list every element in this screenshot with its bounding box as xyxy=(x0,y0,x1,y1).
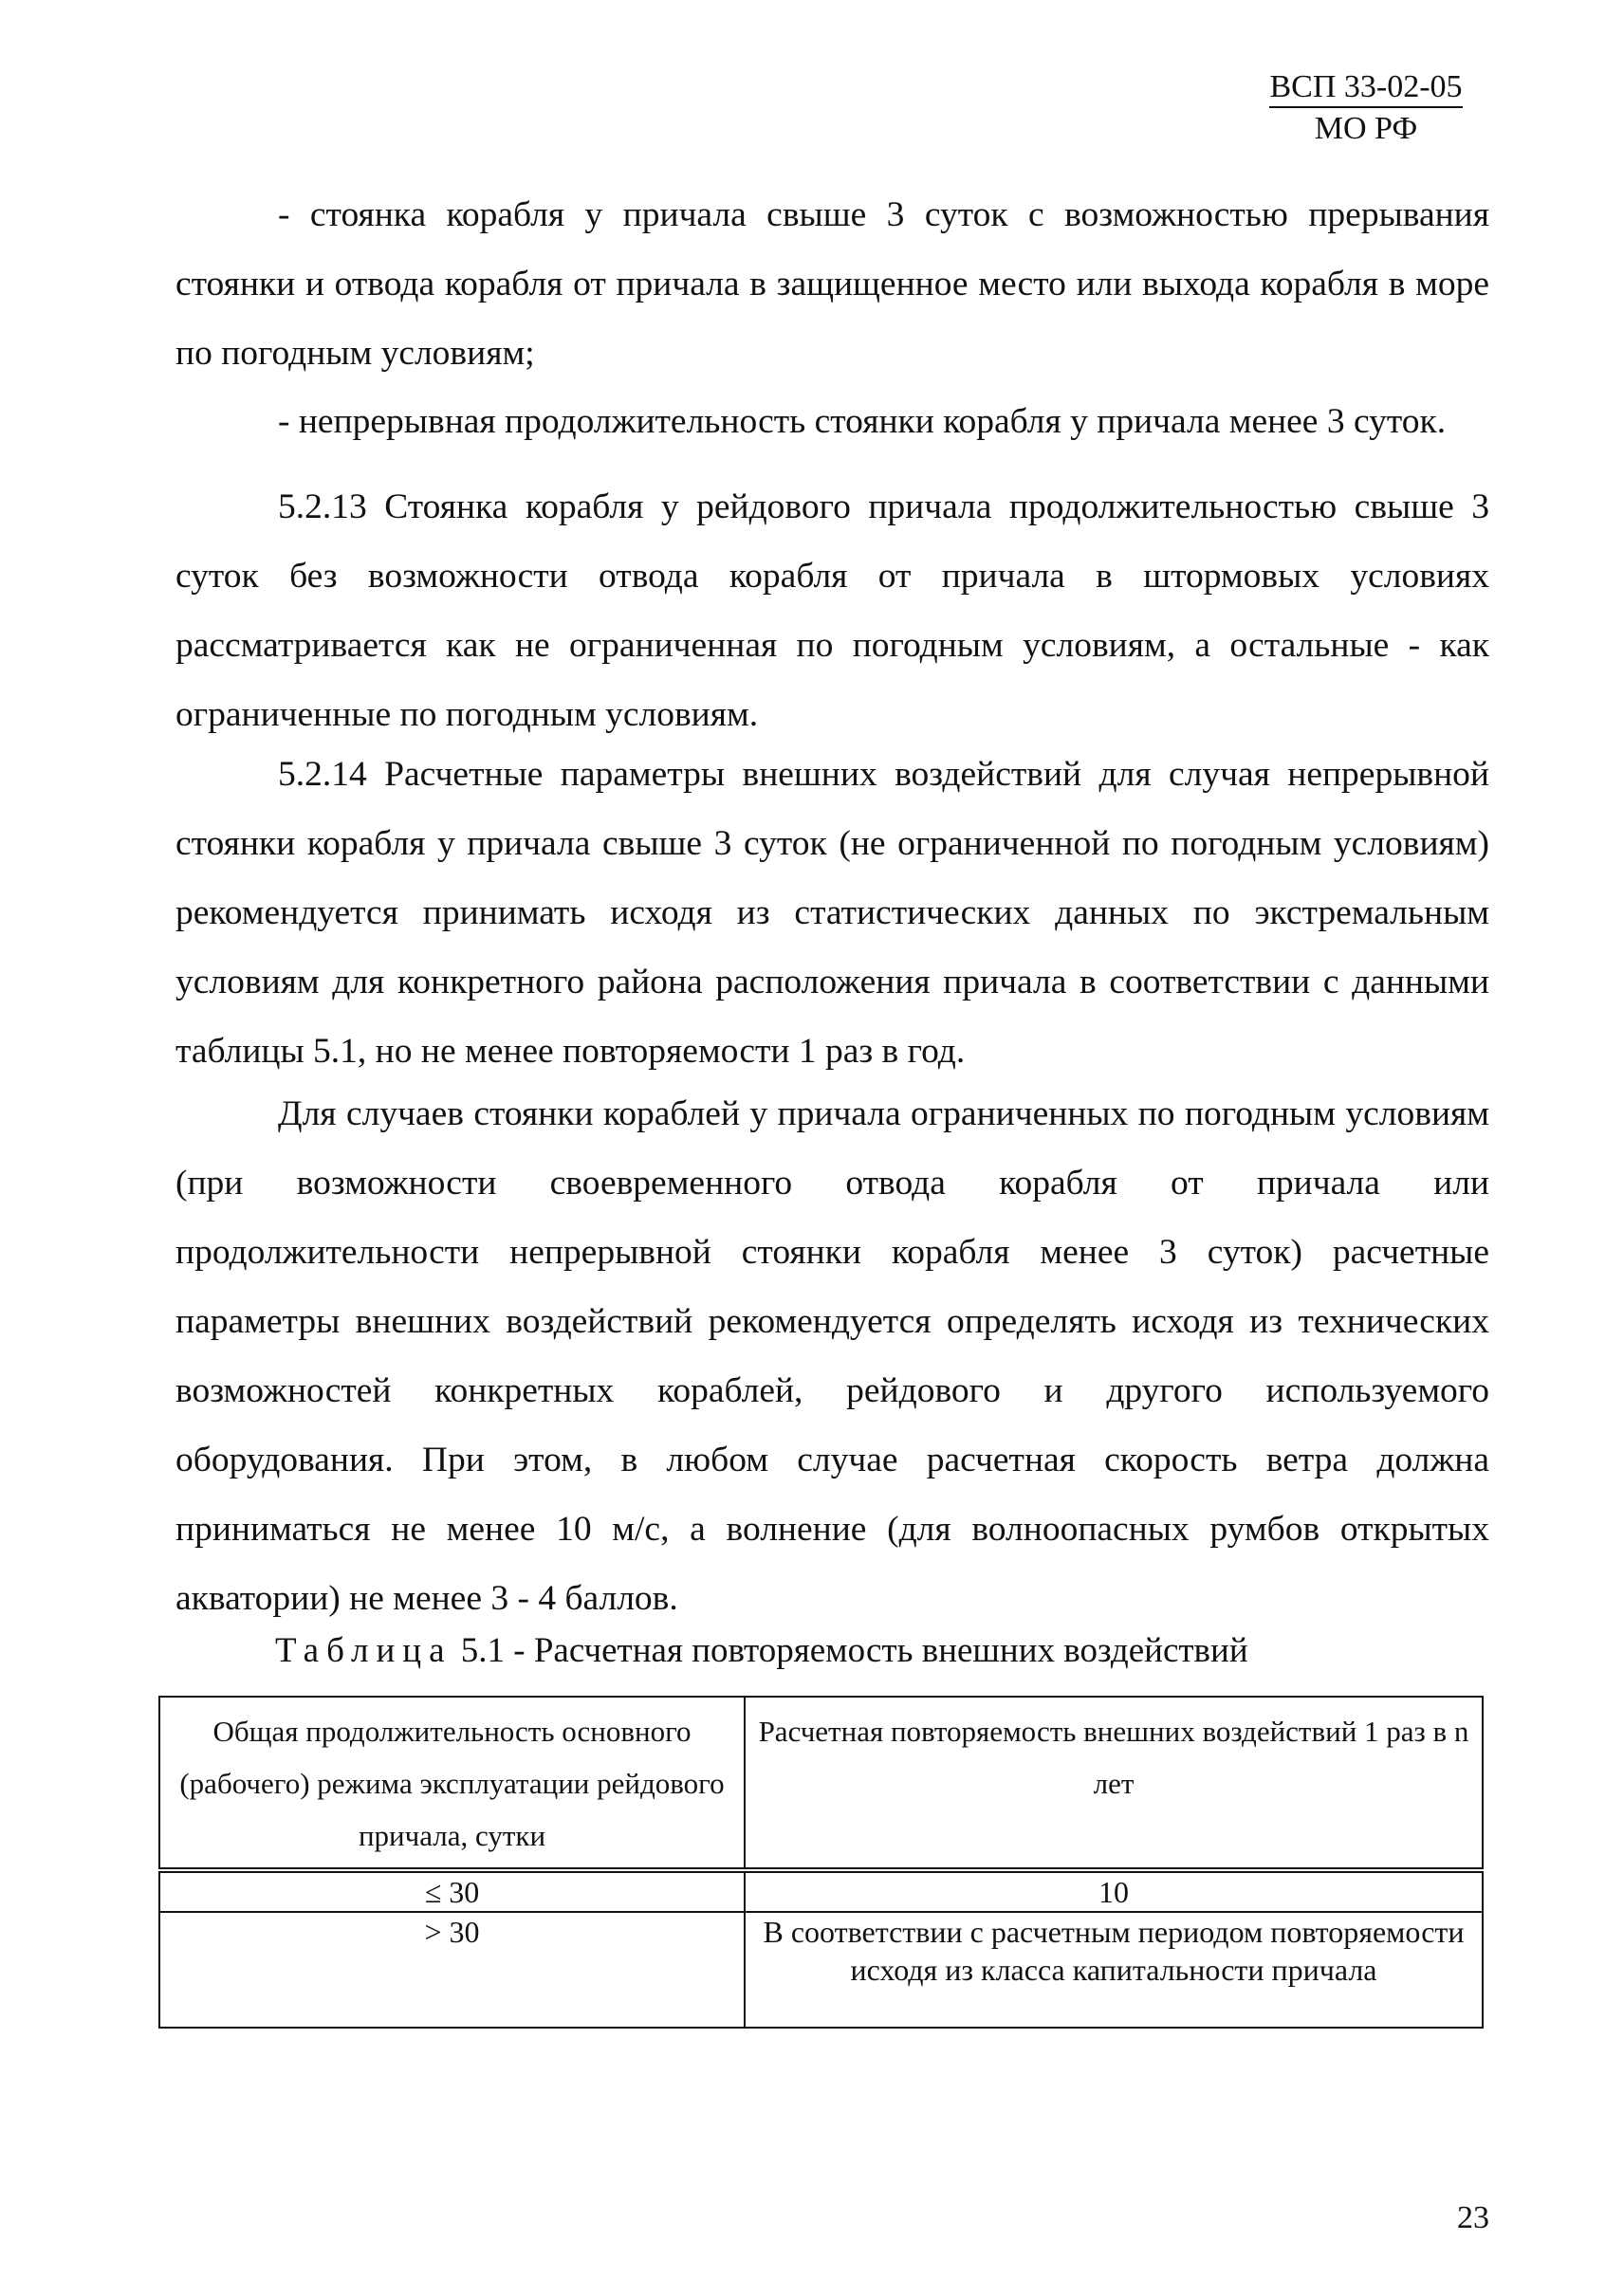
table-caption-label: Таблица xyxy=(275,1631,452,1670)
table-cell: ≤ 30 xyxy=(159,1870,745,1912)
paragraph-block xyxy=(175,1079,1489,1633)
table-header-cell: Общая продолжительность основного (рабочего) режима эксплуатации рейдового причала, сутки xyxy=(159,1697,745,1870)
paragraph-block xyxy=(175,740,1489,1086)
table-container xyxy=(158,1696,1482,2029)
paragraph: Для случаев стоянки кораблей у причала ограниченных по погодным условиям (при возможности своевременного отвода корабля от причала или продолжительности непрерывной стоянки корабля менее 3 суток) расчетные параметры внешних воздействий рекомендуется определять исходя из технических возможностей конкретных кораблей, рейдового и другого используемого оборудования. При этом, в любом случае расчетная скорость ветра должна приниматься не менее 10 м/с, а волнение (для волноопасных румбов открытых акватории) не менее 3 - 4 баллов. xyxy=(175,1094,1489,1618)
table-cell: > 30 xyxy=(159,1912,745,2028)
table-cell: В соответствии с расчетным периодом повторяемости исходя из класса капитальности причала xyxy=(745,1912,1483,2028)
table-row xyxy=(159,1912,1483,2028)
document-org: МО РФ xyxy=(1314,111,1418,146)
table-caption xyxy=(275,1629,1248,1673)
data-table xyxy=(158,1696,1484,2029)
paragraph: - стоянка корабля у причала свыше 3 суток с возможностью прерывания стоянки и отвода корабля от причала в защищенное место или выхода корабля в море по погодным условиям; xyxy=(175,195,1489,373)
table-header xyxy=(159,1697,1483,1870)
table-header-cell: Расчетная повторяемость внешних воздействий 1 раз в n лет xyxy=(745,1697,1483,1870)
paragraph: 5.2.13 Стоянка корабля у рейдового причала продолжительностью свыше 3 суток без возможности отвода корабля от причала в штормовых условиях рассматривается как не ограниченная по погодным условиям, а остальные - как ограниченные по погодным условиям. xyxy=(175,487,1489,734)
table-caption-text: 5.1 - Расчетная повторяемость внешних воздействий xyxy=(460,1631,1248,1670)
paragraph-block xyxy=(175,387,1489,456)
document-code: ВСП 33-02-05 xyxy=(1269,68,1462,108)
paragraph-block xyxy=(175,472,1489,749)
table-cell: 10 xyxy=(745,1870,1483,1912)
page-number: 23 xyxy=(1457,2200,1489,2235)
document-header xyxy=(1233,66,1499,150)
paragraph: - непрерывная продолжительность стоянки корабля у причала менее 3 суток. xyxy=(278,402,1447,441)
paragraph: 5.2.14 Расчетные параметры внешних воздействий для случая непрерывной стоянки корабля у причала свыше 3 суток (не ограниченной по погодным условиям) рекомендуется принимать исходя из статистических данных по экстремальным условиям для конкретного района расположения причала в соответствии с данными таблицы 5.1, но не менее повторяемости 1 раз в год. xyxy=(175,755,1489,1071)
paragraph-block xyxy=(175,180,1489,388)
table-row xyxy=(159,1870,1483,1912)
